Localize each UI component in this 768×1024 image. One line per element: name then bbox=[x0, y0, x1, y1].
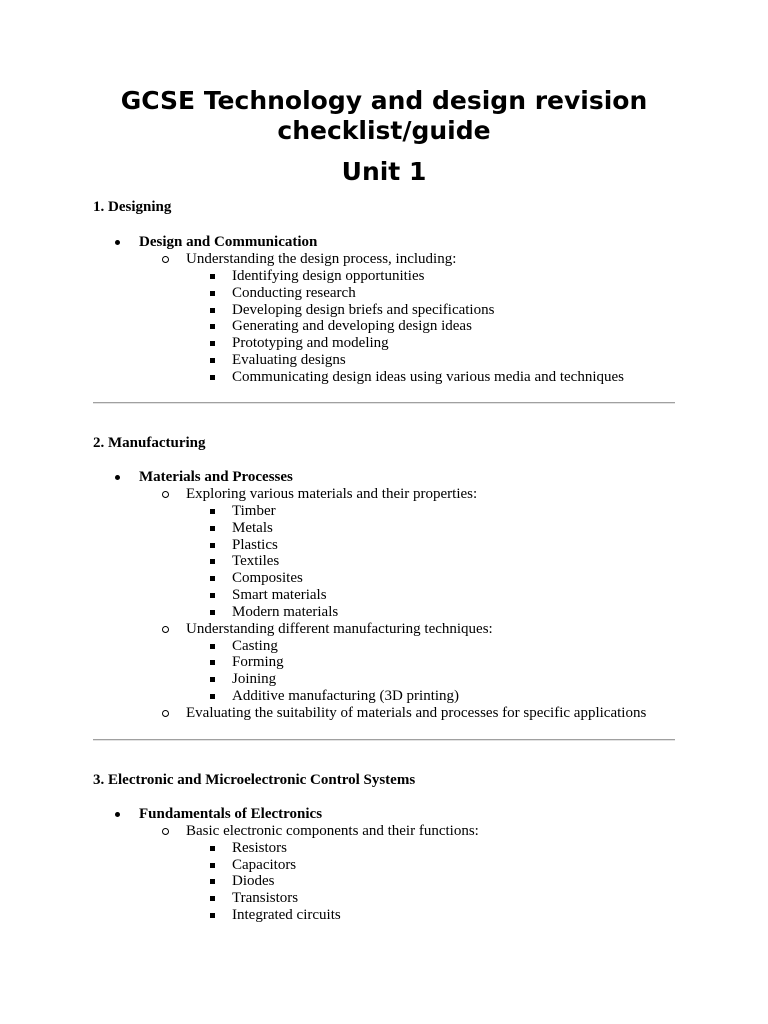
circle-bullet-icon bbox=[162, 491, 169, 498]
square-bullet-icon bbox=[210, 593, 215, 598]
circle-bullet-icon bbox=[162, 828, 169, 835]
disc-bullet-icon bbox=[115, 240, 120, 245]
square-bullet-icon bbox=[210, 308, 215, 313]
document-title-line-2: checklist/guide bbox=[277, 116, 491, 145]
section-heading-designing: 1. Designing bbox=[93, 199, 172, 215]
subtopic-manufacturing-techniques bbox=[186, 621, 493, 638]
list-item bbox=[232, 352, 346, 369]
topic-label: Design and Communication bbox=[139, 234, 318, 250]
list-item-label: Conducting research bbox=[232, 285, 356, 301]
list-item bbox=[232, 520, 273, 537]
list-item bbox=[232, 840, 287, 857]
list-item-label: Resistors bbox=[232, 840, 288, 856]
disc-bullet-icon bbox=[115, 475, 120, 480]
list-item-label: Textiles bbox=[232, 553, 280, 569]
square-bullet-icon bbox=[210, 644, 215, 649]
topic-fundamentals-of-electronics bbox=[139, 806, 322, 823]
square-bullet-icon bbox=[210, 375, 215, 380]
square-bullet-icon bbox=[210, 610, 215, 615]
list-item bbox=[232, 671, 276, 688]
horizontal-divider bbox=[93, 739, 675, 741]
square-bullet-icon bbox=[210, 324, 215, 329]
list-item-label: Composites bbox=[232, 570, 303, 586]
list-item-label: Modern materials bbox=[232, 604, 339, 620]
disc-bullet-icon bbox=[115, 812, 120, 817]
square-bullet-icon bbox=[210, 543, 215, 548]
subtopic-electronic-components bbox=[186, 823, 479, 840]
list-item-label: Prototyping and modeling bbox=[232, 335, 389, 351]
list-item bbox=[232, 654, 284, 671]
list-item-label: Metals bbox=[232, 520, 273, 536]
square-bullet-icon bbox=[210, 509, 215, 514]
list-item-label: Plastics bbox=[232, 537, 278, 553]
list-item bbox=[232, 553, 279, 570]
square-bullet-icon bbox=[210, 879, 215, 884]
square-bullet-icon bbox=[210, 358, 215, 363]
list-item bbox=[232, 890, 298, 907]
subtopic-label: Evaluating the suitability of materials and processes for specific applications bbox=[186, 705, 647, 721]
list-item bbox=[232, 369, 624, 386]
subtopic-label: Basic electronic components and their functions: bbox=[186, 823, 479, 839]
circle-bullet-icon bbox=[162, 626, 169, 633]
subtopic-evaluating-suitability bbox=[186, 705, 646, 722]
horizontal-divider bbox=[93, 402, 675, 404]
section-heading-manufacturing: 2. Manufacturing bbox=[93, 435, 206, 451]
square-bullet-icon bbox=[210, 526, 215, 531]
subtopic-design-process bbox=[186, 251, 456, 268]
document-title-line-1: GCSE Technology and design revision bbox=[120, 86, 648, 115]
square-bullet-icon bbox=[210, 677, 215, 682]
list-item-label: Joining bbox=[232, 671, 277, 687]
square-bullet-icon bbox=[210, 694, 215, 699]
list-item bbox=[232, 570, 303, 587]
square-bullet-icon bbox=[210, 846, 215, 851]
list-item bbox=[232, 268, 424, 285]
subtopic-materials-properties bbox=[186, 486, 477, 503]
list-item-label: Evaluating designs bbox=[232, 352, 346, 368]
list-item-label: Integrated circuits bbox=[232, 907, 341, 923]
square-bullet-icon bbox=[210, 576, 215, 581]
list-item bbox=[232, 335, 389, 352]
square-bullet-icon bbox=[210, 660, 215, 665]
list-item-label: Casting bbox=[232, 638, 278, 654]
list-item bbox=[232, 302, 494, 319]
topic-label: Materials and Processes bbox=[139, 469, 293, 485]
list-item bbox=[232, 857, 296, 874]
circle-bullet-icon bbox=[162, 710, 169, 717]
unit-heading: Unit 1 bbox=[341, 157, 427, 186]
subtopic-label: Understanding the design process, including: bbox=[186, 251, 457, 267]
document-title bbox=[0, 86, 768, 146]
list-item-label: Smart materials bbox=[232, 587, 327, 603]
topic-design-and-communication bbox=[139, 234, 317, 251]
list-item bbox=[232, 537, 278, 554]
topic-label: Fundamentals of Electronics bbox=[139, 806, 323, 822]
list-item-label: Identifying design opportunities bbox=[232, 268, 425, 284]
list-item bbox=[232, 873, 275, 890]
list-item bbox=[232, 285, 356, 302]
square-bullet-icon bbox=[210, 341, 215, 346]
square-bullet-icon bbox=[210, 863, 215, 868]
list-item bbox=[232, 638, 278, 655]
subtopic-label: Understanding different manufacturing techniques: bbox=[186, 621, 493, 637]
square-bullet-icon bbox=[210, 559, 215, 564]
list-item-label: Developing design briefs and specifications bbox=[232, 302, 495, 318]
list-item-label: Timber bbox=[232, 503, 276, 519]
square-bullet-icon bbox=[210, 913, 215, 918]
list-item bbox=[232, 688, 459, 705]
list-item-label: Transistors bbox=[232, 890, 299, 906]
square-bullet-icon bbox=[210, 291, 215, 296]
list-item bbox=[232, 587, 327, 604]
subtopic-label: Exploring various materials and their properties: bbox=[186, 486, 478, 502]
list-item bbox=[232, 907, 341, 924]
square-bullet-icon bbox=[210, 274, 215, 279]
list-item bbox=[232, 318, 472, 335]
circle-bullet-icon bbox=[162, 256, 169, 263]
section-heading-electronic-control: 3. Electronic and Microelectronic Control Systems bbox=[93, 772, 416, 788]
list-item-label: Additive manufacturing (3D printing) bbox=[232, 688, 460, 704]
list-item-label: Capacitors bbox=[232, 857, 297, 873]
list-item-label: Diodes bbox=[232, 873, 275, 889]
square-bullet-icon bbox=[210, 896, 215, 901]
list-item bbox=[232, 503, 276, 520]
topic-materials-and-processes bbox=[139, 469, 293, 486]
list-item bbox=[232, 604, 338, 621]
list-item-label: Communicating design ideas using various media and techniques bbox=[232, 369, 625, 385]
list-item-label: Forming bbox=[232, 654, 284, 670]
list-item-label: Generating and developing design ideas bbox=[232, 318, 472, 334]
